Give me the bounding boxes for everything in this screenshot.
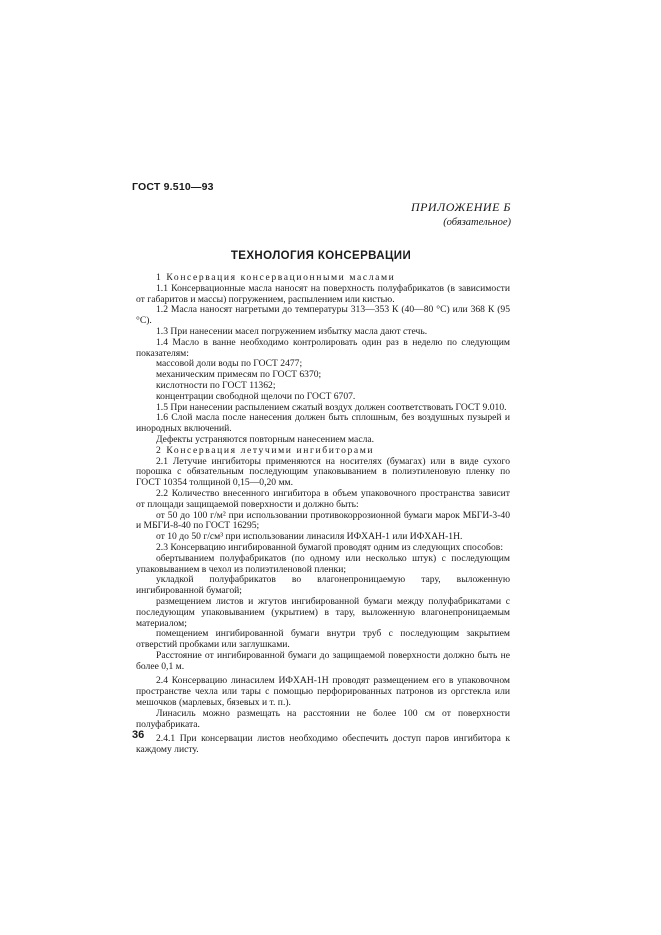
paragraph-2-2: 2.2 Количество внесенного ингибитора в объем упаковочного пространства зависит от площади защищаемой поверхности и должно быть: — [136, 487, 510, 510]
paragraph-1-2: 1.2 Масла наносят нагретыми до температуры 313—353 К (40—80 °С) или 368 К (95 °С). — [136, 304, 510, 327]
paragraph-1-5: 1.5 При нанесении распылением сжатый воздух должен соответствовать ГОСТ 9.010. — [156, 401, 507, 413]
paragraph-1-3: 1.3 При нанесении масел погружением избытку масла дают стечь. — [156, 325, 428, 337]
paragraph-2-3d: помещением ингибированной бумаги внутри труб с последующим закрытием отверстий пробками или заглушками. — [136, 628, 510, 651]
paragraph-1-6: 1.6 Слой масла после нанесения должен быть сплошным, без воздушных пузырей и инородных включений. — [136, 412, 510, 435]
paragraph-2-2a: от 50 до 100 г/м² при использовании противокоррозионной бумаги марок МБГИ-3-40 и МБГИ-8-40 по ГОСТ 16295; — [136, 509, 510, 532]
appendix-label: ПРИЛОЖЕНИЕ Б — [410, 200, 511, 214]
list-item: массовой доли воды по ГОСТ 2477; — [156, 358, 303, 370]
list-item: механическим примесям по ГОСТ 6370; — [156, 369, 322, 381]
paragraph-1-1: 1.1 Консервационные масла наносят на поверхность полуфабрикатов (в зависимости от габаритов и массы) погружением, распылением или кистью. — [136, 282, 510, 305]
page-title: ТЕХНОЛОГИЯ КОНСЕРВАЦИИ — [230, 250, 412, 262]
paragraph-2-3e: Расстояние от ингибированной бумаги до защищаемой поверхности должно быть не более 0,1 м. — [136, 649, 510, 672]
section-heading-2: 2 Консервация летучими ингибиторами — [156, 444, 375, 456]
list-item: кислотности по ГОСТ 11362; — [156, 379, 276, 391]
paragraph-2-3b: укладкой полуфабрикатов во влагонепроницаемую тару, выложенную ингибированной бумагой; — [136, 574, 510, 597]
paragraph-2-3a: обертыванием полуфабрикатов (по одному или несколько штук) с последующим упаковыванием в чехол из полиэтиленовой пленки; — [136, 552, 510, 575]
document-code: ГОСТ 9.510—93 — [132, 181, 214, 193]
paragraph-2-3c: размещением листов и жгутов ингибированной бумаги между полуфабрикатами с последующим упаковыванием (укрытием) в тару, выложенную влагонепроницаемым материалом; — [136, 595, 510, 629]
section-heading-1: 1 Консервация консервационными маслами — [156, 272, 396, 283]
paragraph-2-2b: от 10 до 50 г/см³ при использовании линасиля ИФХАН-1 или ИФХАН-1Н. — [156, 531, 463, 543]
paragraph-1-4: 1.4 Масло в ванне необходимо контролировать один раз в неделю по следующим показателям: — [136, 336, 510, 359]
paragraph-2-4-1: 2.4.1 При консервации листов необходимо обеспечить доступ паров ингибитора к каждому листу. — [136, 733, 510, 756]
list-item: концентрации свободной щелочи по ГОСТ 6707. — [156, 390, 356, 402]
paragraph-2-4b: Линасиль можно размещать на расстоянии не более 100 см от поверхности полуфабриката. — [136, 707, 510, 730]
appendix-block — [411, 200, 511, 228]
paragraph-2-1: 2.1 Летучие ингибиторы применяются на носителях (бумагах) или в виде сухого порошка с обязательным последующим упаковыванием в полиэтиленовую пленку по ГОСТ 10354 толщиной 0,15—0,20 мм. — [136, 455, 510, 489]
page-number: 36 — [132, 729, 145, 741]
paragraph-1-6b: Дефекты устраняются повторным нанесением масла. — [156, 433, 375, 445]
paragraph-2-3: 2.3 Консервацию ингибированной бумагой проводят одним из следующих способов: — [156, 541, 504, 553]
body-text — [136, 273, 510, 756]
paragraph-2-4: 2.4 Консервацию линасилем ИФХАН-1Н проводят размещением его в упаковочном пространстве чехла или тары с помощью перфорированных патронов из оргстекла или мешочков (марлевых, бязевых и т. п.). — [136, 675, 510, 709]
appendix-note: (обязательное) — [443, 217, 511, 228]
